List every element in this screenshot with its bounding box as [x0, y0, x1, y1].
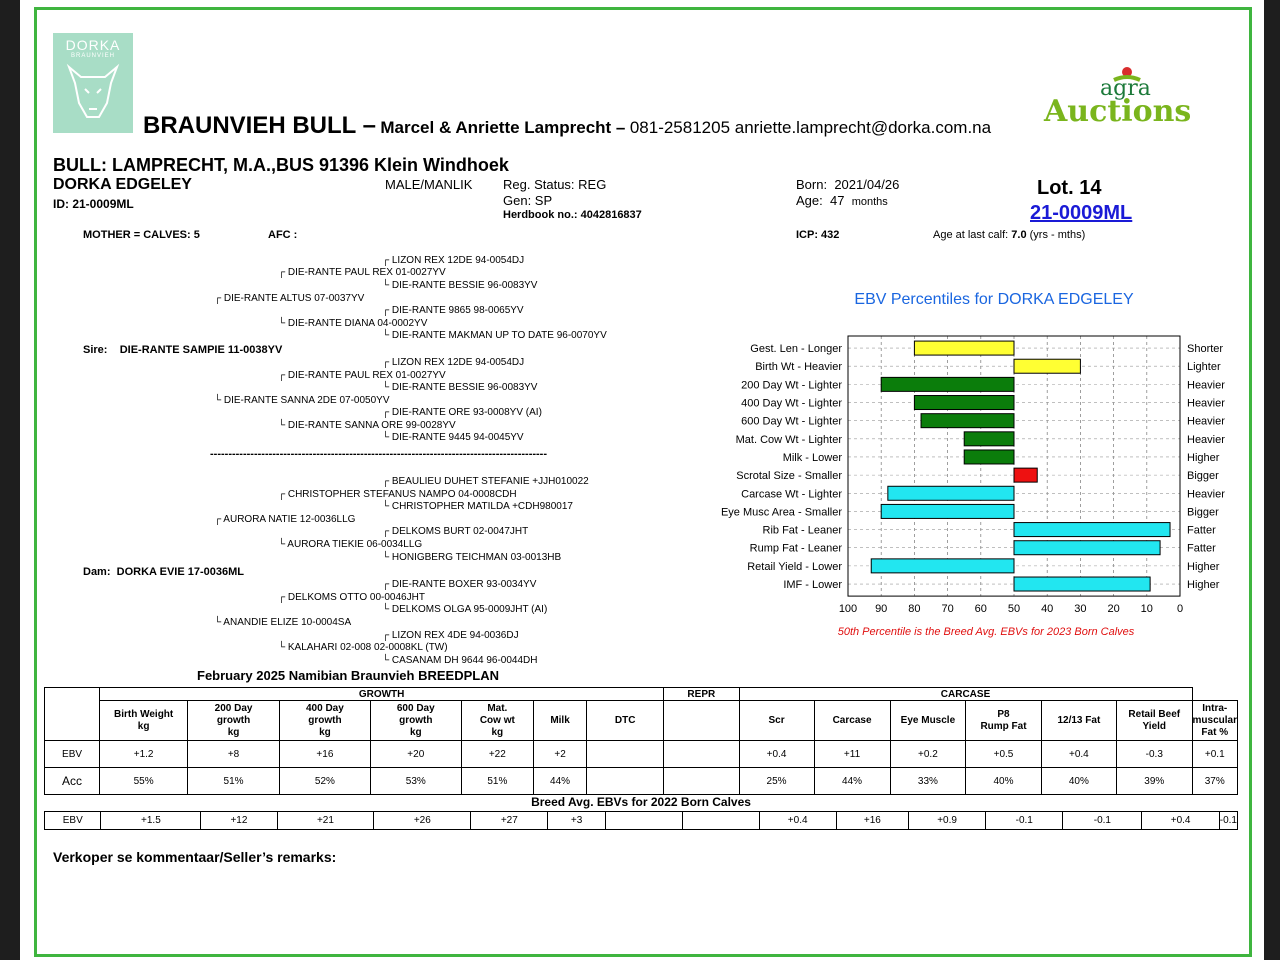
icp: ICP: 432 — [796, 229, 840, 241]
category-label: Eye Musc Area - Smaller — [720, 506, 842, 519]
chart-bar — [964, 450, 1014, 464]
ebv-row — [45, 741, 1238, 768]
acc-cell: 40% — [1041, 768, 1116, 795]
pedigree-line: ┌ DELKOMS OTTO 00-0046JHT — [278, 592, 425, 603]
chart-bar — [921, 414, 1014, 428]
chart-bar — [1014, 468, 1037, 482]
pedigree-line: └ CHRISTOPHER MATILDA +CDH980017 — [382, 501, 573, 512]
ebv-cell: +0.4 — [739, 741, 814, 768]
right-category-label: Bigger — [1187, 470, 1219, 483]
pedigree-line: ┌ DIE-RANTE PAUL REX 01-0027YV — [278, 370, 446, 381]
group-growth: GROWTH — [100, 688, 664, 701]
ebv-cell: +0.5 — [966, 741, 1041, 768]
pedigree-line: └ DIE-RANTE SANNA 2DE 07-0050YV — [214, 395, 390, 406]
column-header: 400 Day growth kg — [279, 701, 370, 741]
category-label: IMF - Lower — [783, 579, 842, 592]
chart-bar — [1014, 359, 1080, 373]
chart-footnote: 50th Percentile is the Breed Avg. EBVs for 2023 Born Calves — [837, 626, 1135, 638]
acc-cell: 44% — [533, 768, 586, 795]
dam — [83, 566, 244, 578]
avg-cell: +0.4 — [759, 812, 836, 830]
animal-id: ID: 21-0009ML — [53, 197, 134, 211]
agra-logo-bottom: Auctions — [1044, 94, 1192, 129]
right-category-label: Heavier — [1187, 379, 1225, 392]
avg-row-label: EBV — [45, 812, 101, 830]
ebv-cell — [587, 741, 664, 768]
category-label: 400 Day Wt - Lighter — [741, 397, 842, 410]
chart-bars — [871, 341, 1170, 591]
ebv-cell: +16 — [279, 741, 370, 768]
dam-name: DORKA EVIE 17-0036ML — [116, 566, 244, 578]
ebv-percentile-chart — [680, 280, 1260, 650]
right-category-label: Higher — [1187, 560, 1220, 573]
column-header: Eye Muscle — [890, 701, 966, 741]
acc-cell: 40% — [966, 768, 1041, 795]
ebv-cell: +20 — [370, 741, 461, 768]
acc-cell: 44% — [814, 768, 890, 795]
category-label: Retail Yield - Lower — [747, 560, 842, 573]
category-label: Gest. Len - Longer — [750, 343, 842, 356]
avg-cell: +26 — [374, 812, 471, 830]
pedigree-line: └ HONIGBERG TEICHMAN 03-0013HB — [382, 552, 562, 563]
breed-avg-table — [44, 811, 1238, 830]
right-category-label: Higher — [1187, 451, 1220, 464]
x-tick-label: 0 — [1176, 603, 1184, 616]
category-label: Scrotal Size - Smaller — [736, 470, 842, 483]
x-tick-label: 40 — [1041, 603, 1054, 616]
category-label: Mat. Cow Wt - Lighter — [735, 433, 842, 446]
age-last-calf-unit: (yrs - mths) — [1029, 229, 1086, 241]
column-header — [664, 701, 739, 741]
ebv-table — [44, 687, 1238, 795]
ebv-cell: +2 — [533, 741, 586, 768]
breed-avg-title: Breed Avg. EBVs for 2022 Born Calves — [531, 795, 751, 809]
document-title: BRAUNVIEH BULL – — [143, 112, 376, 139]
column-header: 200 Day growth kg — [188, 701, 280, 741]
breed-avg-row — [45, 812, 1238, 830]
ebv-cell: +0.4 — [1041, 741, 1116, 768]
right-category-label: Higher — [1187, 579, 1220, 592]
column-header: Carcase — [814, 701, 890, 741]
pedigree-line: └ DIE-RANTE 9445 94-0045YV — [382, 432, 524, 443]
chart-bar — [914, 341, 1014, 355]
afc: AFC : — [268, 229, 298, 241]
ebv-cell: +11 — [814, 741, 890, 768]
avg-cell — [605, 812, 682, 830]
right-category-label: Heavier — [1187, 397, 1225, 410]
chart-bar — [1014, 577, 1150, 591]
born-value: 2021/04/26 — [834, 177, 900, 192]
pedigree-line: └ DIE-RANTE BESSIE 96-0083YV — [382, 280, 538, 291]
ebv-row-label: EBV — [45, 741, 100, 768]
mother-calves: MOTHER = CALVES: 5 — [83, 229, 200, 241]
avg-cell — [682, 812, 759, 830]
title-line — [143, 112, 991, 140]
herdbook: Herdbook no.: 4042816837 — [503, 209, 642, 221]
age-unit: months — [851, 196, 888, 208]
breedplan-title: February 2025 Namibian Braunvieh BREEDPLAN — [197, 668, 499, 683]
lot-number: Lot. 14 — [1037, 177, 1102, 199]
group-repr: REPR — [664, 688, 739, 701]
bull-head-icon — [63, 59, 123, 123]
acc-row — [45, 768, 1238, 795]
avg-cell: +12 — [201, 812, 277, 830]
age — [796, 193, 888, 208]
pedigree-line: └ ANANDIE ELIZE 10-0004SA — [214, 617, 352, 628]
agra-auctions-logo — [1044, 66, 1206, 128]
x-tick-label: 90 — [875, 603, 888, 616]
column-header: Birth Weight kg — [100, 701, 188, 741]
pedigree-line: ┌ AURORA NATIE 12-0036LLG — [214, 514, 356, 525]
right-category-label: Fatter — [1187, 542, 1216, 555]
pedigree-line: └ AURORA TIEKIE 06-0034LLG — [278, 539, 423, 550]
ebv-cell: -0.3 — [1117, 741, 1193, 768]
ebv-cell: +8 — [188, 741, 280, 768]
pedigree-line: ┌ DIE-RANTE PAUL REX 01-0027YV — [278, 267, 446, 278]
dorka-logo — [53, 33, 133, 133]
column-header: Scr — [739, 701, 814, 741]
category-label: Carcase Wt - Lighter — [741, 488, 842, 501]
pedigree-line: ┌ CHRISTOPHER STEFANUS NAMPO 04-0008CDH — [278, 489, 517, 500]
age-label: Age: — [796, 193, 823, 208]
avg-cell: -0.1 — [986, 812, 1063, 830]
category-label: Rib Fat - Leaner — [762, 524, 842, 537]
acc-cell: 53% — [370, 768, 461, 795]
chart-frame — [848, 336, 1180, 596]
avg-cell: +16 — [836, 812, 908, 830]
acc-cell: 55% — [100, 768, 188, 795]
animal-sex: MALE/MANLIK — [385, 177, 473, 192]
contact: 081-2581205 anriette.lamprecht@dorka.com.na — [629, 118, 992, 137]
born — [796, 177, 899, 192]
right-category-label: Shorter — [1187, 343, 1224, 356]
animal-name: DORKA EDGELEY — [53, 176, 192, 193]
right-category-label: Lighter — [1187, 361, 1221, 374]
agra-logo-top: agra — [1100, 76, 1151, 101]
pedigree-separator: -------------------------------------------------------------------------------------------- — [210, 448, 548, 460]
right-category-label: Heavier — [1187, 433, 1225, 446]
acc-cell — [664, 768, 739, 795]
document-page — [20, 0, 1264, 960]
column-header: P8 Rump Fat — [966, 701, 1041, 741]
acc-cell — [587, 768, 664, 795]
chart-grid — [848, 336, 1180, 596]
right-category-label: Bigger — [1187, 506, 1219, 519]
acc-row-label: Acc — [45, 768, 100, 795]
acc-cell: 51% — [461, 768, 533, 795]
chart-bar — [881, 504, 1014, 518]
column-header: Retail Beef Yield — [1117, 701, 1193, 741]
ebv-cell: +1.2 — [100, 741, 188, 768]
x-tick-label: 50 — [1007, 603, 1021, 616]
column-header: 600 Day growth kg — [370, 701, 461, 741]
pedigree-line: ┌ DIE-RANTE ALTUS 07-0037YV — [214, 293, 365, 304]
avg-cell: -0.1 — [1219, 812, 1237, 830]
x-tick-label: 100 — [838, 603, 858, 616]
column-header-row — [45, 701, 1238, 741]
dorka-logo-name: DORKA — [65, 37, 121, 53]
avg-cell: +21 — [277, 812, 374, 830]
chart-bar — [1014, 523, 1170, 537]
pedigree-line: └ DIE-RANTE DIANA 04-0002YV — [278, 318, 428, 329]
avg-cell: +0.4 — [1142, 812, 1219, 830]
acc-cell: 33% — [890, 768, 966, 795]
pedigree-line: ┌ BEAULIEU DUHET STEFANIE +JJH010022 — [382, 476, 589, 487]
x-tick-label: 60 — [974, 603, 987, 616]
sire — [83, 344, 282, 356]
category-label: 600 Day Wt - Lighter — [741, 415, 842, 428]
column-header: Milk — [533, 701, 586, 741]
right-category-label: Heavier — [1187, 488, 1225, 501]
chart-bar — [1014, 541, 1160, 555]
x-tick-label: 30 — [1074, 603, 1087, 616]
dorka-logo-sub: BRAUNVIEH — [70, 53, 115, 59]
age-last-calf-label: Age at last calf: — [933, 229, 1009, 241]
acc-cell: 52% — [279, 768, 370, 795]
pedigree-line: └ DIE-RANTE BESSIE 96-0083YV — [382, 382, 538, 393]
chart-bar — [964, 432, 1014, 446]
pedigree-line: ┌ DIE-RANTE ORE 93-0008YV (AI) — [382, 407, 542, 418]
pedigree-line: ┌ LIZON REX 12DE 94-0054DJ — [382, 255, 525, 266]
category-label: Birth Wt - Heavier — [755, 361, 842, 374]
chart-bar — [881, 377, 1014, 391]
avg-cell: +0.9 — [908, 812, 985, 830]
owners: Marcel & Anriette Lamprecht – — [380, 118, 626, 137]
pedigree-line: ┌ DIE-RANTE 9865 98-0065YV — [382, 305, 524, 316]
bull-line: BULL: LAMPRECHT, M.A.,BUS 91396 Klein Windhoek — [53, 155, 509, 175]
sire-name: DIE-RANTE SAMPIE 11-0038YV — [119, 344, 283, 356]
avg-cell: +27 — [471, 812, 548, 830]
ebv-cell — [664, 741, 739, 768]
column-header: Mat. Cow wt kg — [461, 701, 533, 741]
sire-label: Sire: — [83, 344, 108, 356]
reg-status: Reg. Status: REG — [503, 177, 607, 192]
column-header: Intra- muscular Fat % — [1192, 701, 1237, 741]
pedigree-line: ┌ LIZON REX 4DE 94-0036DJ — [382, 630, 519, 641]
seller-remarks-label: Verkoper se kommentaar/Seller’s remarks: — [53, 849, 337, 865]
chart-title: EBV Percentiles for DORKA EDGELEY — [854, 291, 1134, 308]
dam-label: Dam: — [83, 566, 111, 578]
ebv-cell: +22 — [461, 741, 533, 768]
x-tick-label: 20 — [1107, 603, 1120, 616]
chart-bar — [888, 486, 1014, 500]
acc-cell: 25% — [739, 768, 814, 795]
pedigree-line: └ DELKOMS OLGA 95-0009JHT (AI) — [382, 604, 548, 615]
chart-bar — [871, 559, 1014, 573]
avg-cell: +3 — [548, 812, 605, 830]
x-tick-label: 70 — [941, 603, 954, 616]
acc-cell: 39% — [1117, 768, 1193, 795]
avg-cell: +1.5 — [101, 812, 201, 830]
lot-id-link[interactable]: 21-0009ML — [1030, 202, 1133, 224]
age-value: 47 — [829, 193, 845, 208]
group-header-row — [45, 688, 1238, 701]
pedigree-line: └ DIE-RANTE MAKMAN UP TO DATE 96-0070YV — [382, 330, 607, 341]
ebv-cell: +0.2 — [890, 741, 966, 768]
category-label: 200 Day Wt - Lighter — [741, 379, 842, 392]
x-tick-label: 80 — [908, 603, 921, 616]
gen: Gen: SP — [503, 193, 553, 208]
acc-cell: 51% — [188, 768, 280, 795]
category-label: Milk - Lower — [782, 451, 842, 464]
pedigree-line: └ KALAHARI 02-008 02-0008KL (TW) — [278, 642, 448, 653]
group-carcase: CARCASE — [739, 688, 1192, 701]
chart-bar — [914, 396, 1014, 410]
x-tick-label: 10 — [1140, 603, 1153, 616]
right-category-label: Heavier — [1187, 415, 1225, 428]
column-header: 12/13 Fat — [1041, 701, 1116, 741]
category-label: Rump Fat - Leaner — [749, 542, 842, 555]
acc-cell: 37% — [1192, 768, 1237, 795]
ebv-cell: +0.1 — [1192, 741, 1237, 768]
born-label: Born: — [796, 177, 828, 192]
pedigree-line: ┌ DIE-RANTE BOXER 93-0034YV — [382, 579, 537, 590]
age-last-calf-value: 7.0 — [1011, 229, 1027, 241]
pedigree-line: ┌ DELKOMS BURT 02-0047JHT — [382, 526, 529, 537]
age-last-calf — [933, 229, 1085, 241]
pedigree-line: └ CASANAM DH 9644 96-0044DH — [382, 655, 538, 666]
pedigree-line: └ DIE-RANTE SANNA ORE 99-0028YV — [278, 420, 456, 431]
avg-cell: -0.1 — [1063, 812, 1142, 830]
pedigree-line: ┌ LIZON REX 12DE 94-0054DJ — [382, 357, 525, 368]
right-category-label: Fatter — [1187, 524, 1216, 537]
column-header: DTC — [587, 701, 664, 741]
